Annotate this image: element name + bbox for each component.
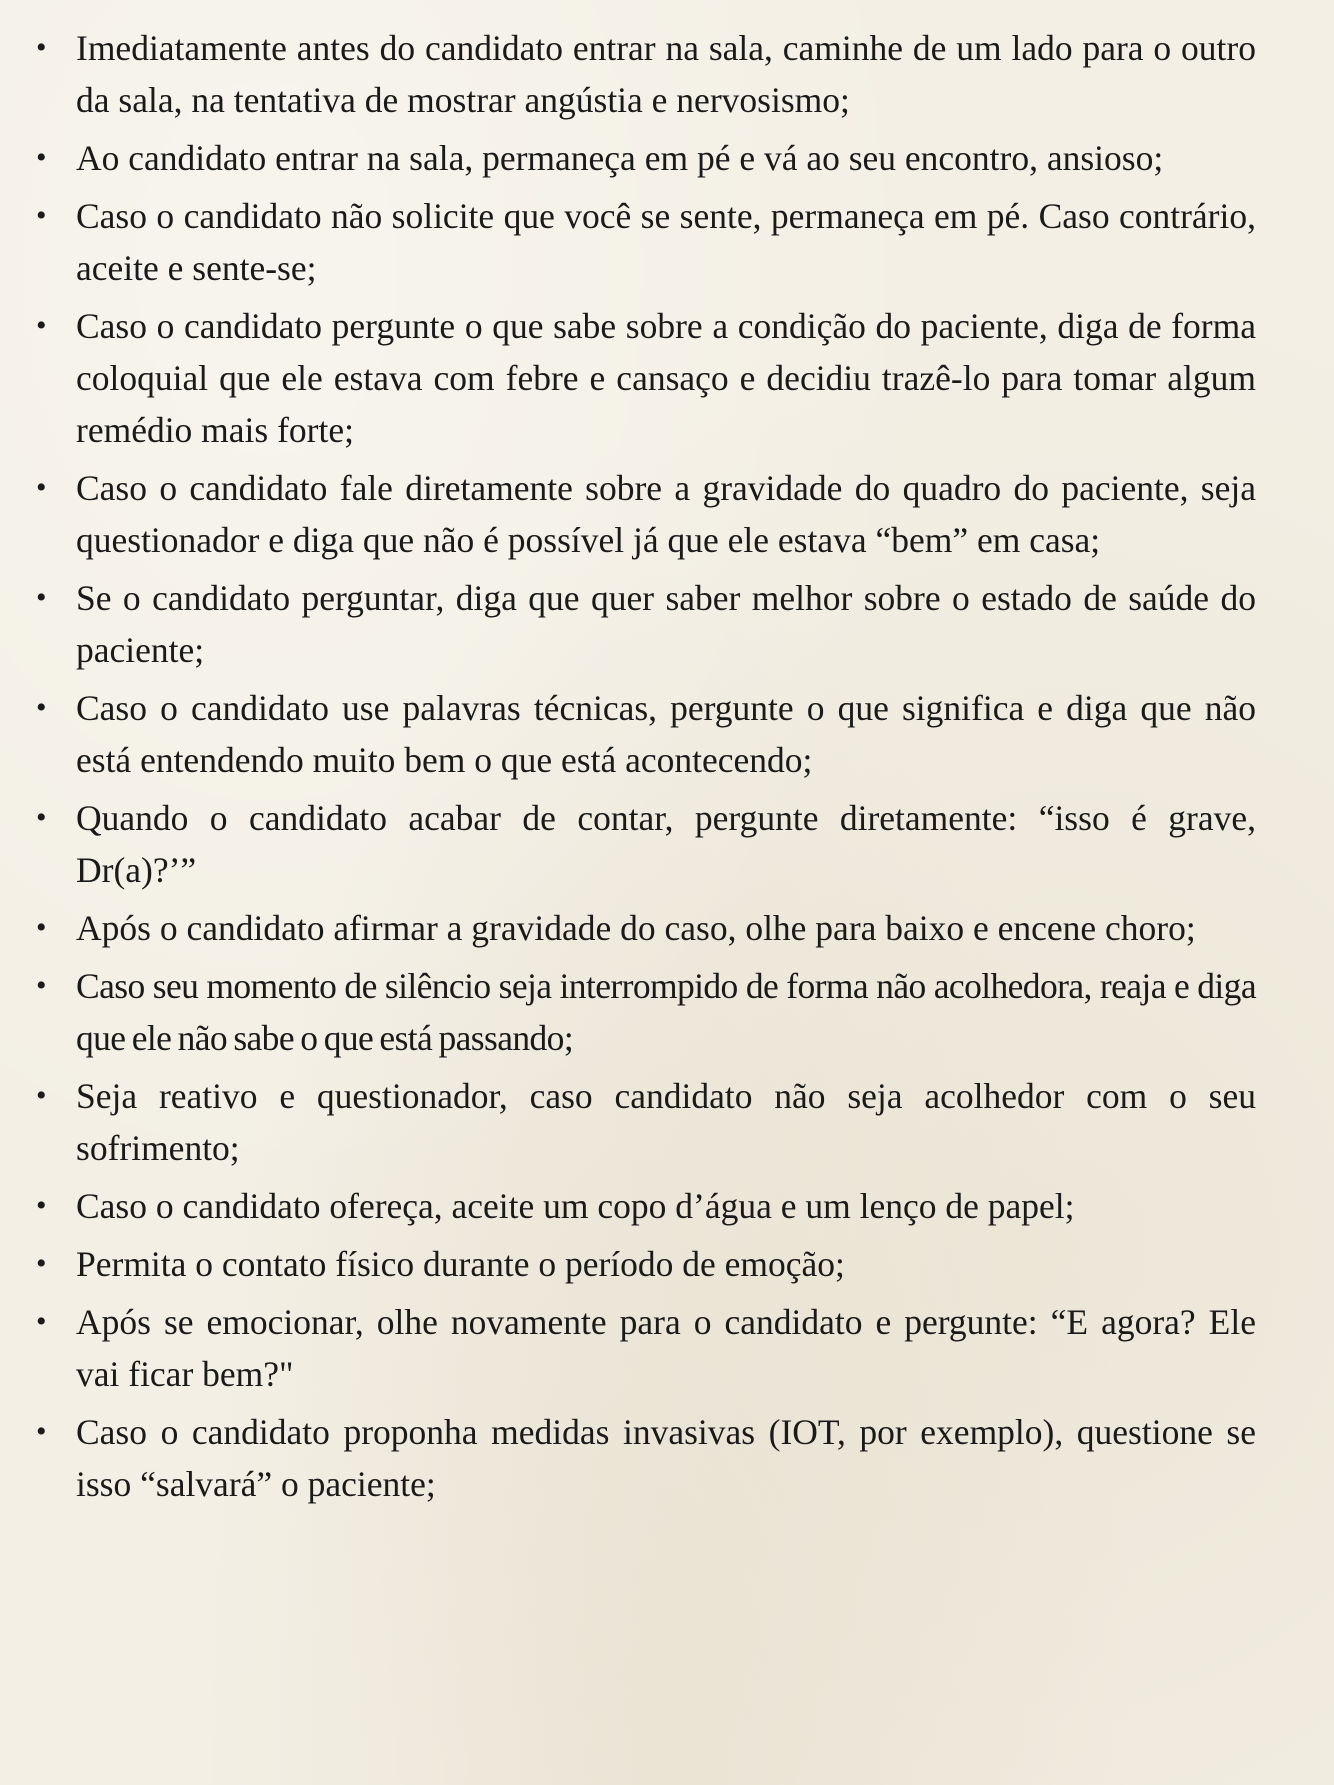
bullet-icon: • bbox=[36, 801, 47, 834]
list-item bbox=[28, 1180, 1256, 1232]
bullet-icon: • bbox=[36, 969, 46, 1002]
list-item-text: Caso o candidato use palavras técnicas, pergunte o que significa e diga que não está entendendo muito bem o que está acontecendo; bbox=[76, 688, 1256, 780]
list-item-text: Caso o candidato ofereça, aceite um copo d’água e um lenço de papel; bbox=[76, 1186, 1075, 1226]
bullet-icon: • bbox=[36, 1079, 47, 1112]
list-item-text: Seja reativo e questionador, caso candidato não seja acolhedor com o seu sofrimento; bbox=[76, 1076, 1256, 1168]
bullet-icon: • bbox=[36, 911, 47, 944]
list-item-text: Caso o candidato pergunte o que sabe sobre a condição do paciente, diga de forma coloquial que ele estava com febre e cansaço e decidiu trazê-lo para tomar algum remédio mais forte; bbox=[76, 306, 1256, 450]
list-item-text: Permita o contato físico durante o período de emoção; bbox=[76, 1244, 845, 1284]
list-item bbox=[28, 960, 1256, 1064]
list-item bbox=[28, 902, 1256, 954]
list-item-text: Quando o candidato acabar de contar, pergunte diretamente: “isso é grave, Dr(a)?’” bbox=[76, 798, 1256, 890]
bullet-icon: • bbox=[36, 31, 47, 64]
instruction-list bbox=[28, 22, 1256, 1510]
bullet-icon: • bbox=[36, 1415, 47, 1448]
list-item-text: Após o candidato afirmar a gravidade do caso, olhe para baixo e encene choro; bbox=[76, 908, 1196, 948]
list-item bbox=[28, 1238, 1256, 1290]
list-item bbox=[28, 22, 1256, 126]
list-item bbox=[28, 572, 1256, 676]
bullet-icon: • bbox=[36, 471, 47, 504]
list-item bbox=[28, 792, 1256, 896]
list-item bbox=[28, 1406, 1256, 1510]
list-item-text: Ao candidato entrar na sala, permaneça em pé e vá ao seu encontro, ansioso; bbox=[76, 138, 1164, 178]
bullet-icon: • bbox=[36, 1247, 47, 1280]
list-item bbox=[28, 1296, 1256, 1400]
list-item bbox=[28, 682, 1256, 786]
bullet-icon: • bbox=[36, 1305, 47, 1338]
list-item-text: Caso o candidato fale diretamente sobre a gravidade do quadro do paciente, seja questionador e diga que não é possível já que ele estava “bem” em casa; bbox=[76, 468, 1256, 560]
list-item-text: Caso o candidato proponha medidas invasivas (IOT, por exemplo), questione se isso “salvará” o paciente; bbox=[76, 1412, 1256, 1504]
list-item-text: Caso seu momento de silêncio seja interrompido de forma não acolhedora, reaja e diga que ele não sabe o que está passando; bbox=[76, 966, 1256, 1058]
bullet-icon: • bbox=[36, 581, 47, 614]
list-item-text: Se o candidato perguntar, diga que quer saber melhor sobre o estado de saúde do paciente; bbox=[76, 578, 1256, 670]
bullet-icon: • bbox=[36, 309, 47, 342]
list-item bbox=[28, 132, 1256, 184]
list-item-text: Imediatamente antes do candidato entrar na sala, caminhe de um lado para o outro da sala, na tentativa de mostrar angústia e nervosismo; bbox=[76, 28, 1256, 120]
list-item bbox=[28, 462, 1256, 566]
list-item bbox=[28, 190, 1256, 294]
bullet-icon: • bbox=[36, 199, 47, 232]
list-item-text: Caso o candidato não solicite que você se sente, permaneça em pé. Caso contrário, aceite e sente-se; bbox=[76, 196, 1256, 288]
bullet-icon: • bbox=[36, 141, 47, 174]
list-item-text: Após se emocionar, olhe novamente para o candidato e pergunte: “E agora? Ele vai ficar bem?" bbox=[76, 1302, 1256, 1394]
bullet-icon: • bbox=[36, 691, 47, 724]
list-item bbox=[28, 1070, 1256, 1174]
list-item bbox=[28, 300, 1256, 456]
bullet-icon: • bbox=[36, 1189, 47, 1222]
